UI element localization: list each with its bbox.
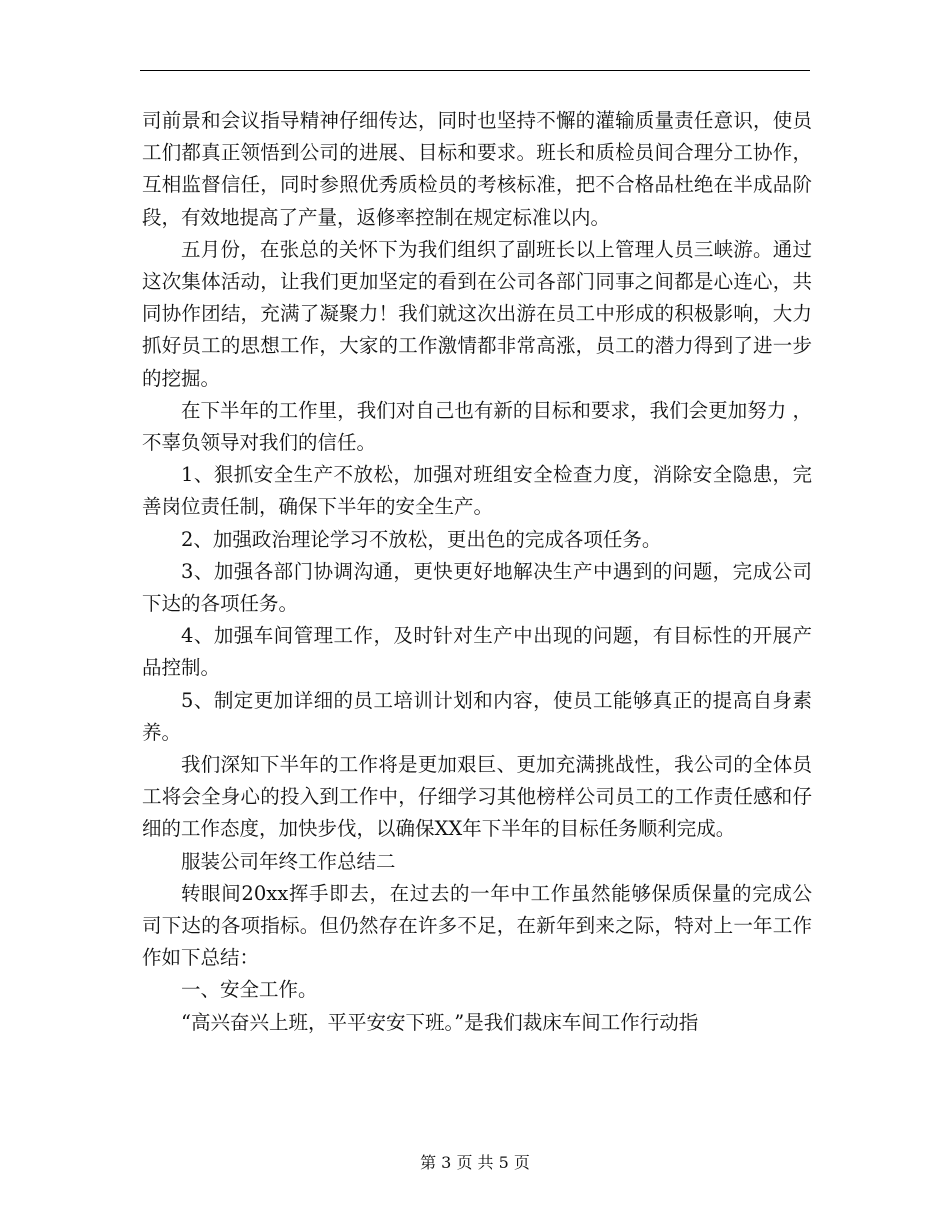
list-item-5: 5、制定更加详细的员工培训计划和内容，使员工能够真正的提高自身素养。 bbox=[142, 688, 812, 744]
list-item-1: 1、狠抓安全生产不放松，加强对班组安全检查力度，消除安全隐患，完善岗位责任制，确保下半年的安全生产。 bbox=[142, 463, 812, 519]
list-item-3: 3、加强各部门协调沟通，更快更好地解决生产中遇到的问题，完成公司下达的各项任务。 bbox=[142, 559, 812, 616]
paragraph-safety: “高兴奋兴上班，平平安安下班。”是我们裁床车间工作行动指 bbox=[181, 1010, 699, 1034]
header-rule bbox=[140, 70, 810, 71]
section-heading-safety: 一、安全工作。 bbox=[181, 978, 318, 1002]
paragraph-may-trip: 五月份，在张总的关怀下为我们组织了副班长以上管理人员三峡游。通过这次集体活动，让我们更加坚定的看到在公司各部门同事之间都是心连心，共同协作团结，充满了凝聚力！我们就这次出游在员工中形成的积极影响，大力抓好员工的思想工作，大家的工作激情都非常高涨，员工的潜力得到了进一步的挖掘。 bbox=[142, 237, 812, 390]
list-item-2: 2、加强政治理论学习不放松，更出色的完成各项任务。 bbox=[181, 527, 662, 551]
document-body bbox=[142, 105, 812, 1039]
paragraph-intro: 转眼间20xx挥手即去，在过去的一年中工作虽然能够保质保量的完成公司下达的各项指标。但仍然存在许多不足，在新年到来之际，特对上一年工作作如下总结： bbox=[142, 881, 812, 970]
page-footer: 第 3 页 共 5 页 bbox=[420, 1153, 530, 1172]
paragraph-conclusion: 我们深知下半年的工作将是更加艰巨、更加充满挑战性，我公司的全体员工将会全身心的投入到工作中，仔细学习其他榜样公司员工的工作责任感和仔细的工作态度，加快步伐，以确保XX年下半年的目标任务顺利完成。 bbox=[142, 753, 812, 841]
paragraph-second-half-goals: 在下半年的工作里，我们对自己也有新的目标和要求，我们会更加努力 ，不辜负领导对我们的信任。 bbox=[142, 398, 812, 455]
section-title: 服装公司年终工作总结二 bbox=[181, 849, 396, 873]
paragraph-continuation: 司前景和会议指导精神仔细传达，同时也坚持不懈的灌输质量责任意识，使员工们都真正领悟到公司的进展、目标和要求。班长和质检员间合理分工协作，互相监督信任，同时参照优秀质检员的考核标准，把不合格品杜绝在半成品阶段，有效地提高了产量，返修率控制在规定标准以内。 bbox=[142, 109, 812, 229]
list-item-4: 4、加强车间管理工作，及时针对生产中出现的问题，有目标性的开展产品控制。 bbox=[142, 624, 812, 680]
